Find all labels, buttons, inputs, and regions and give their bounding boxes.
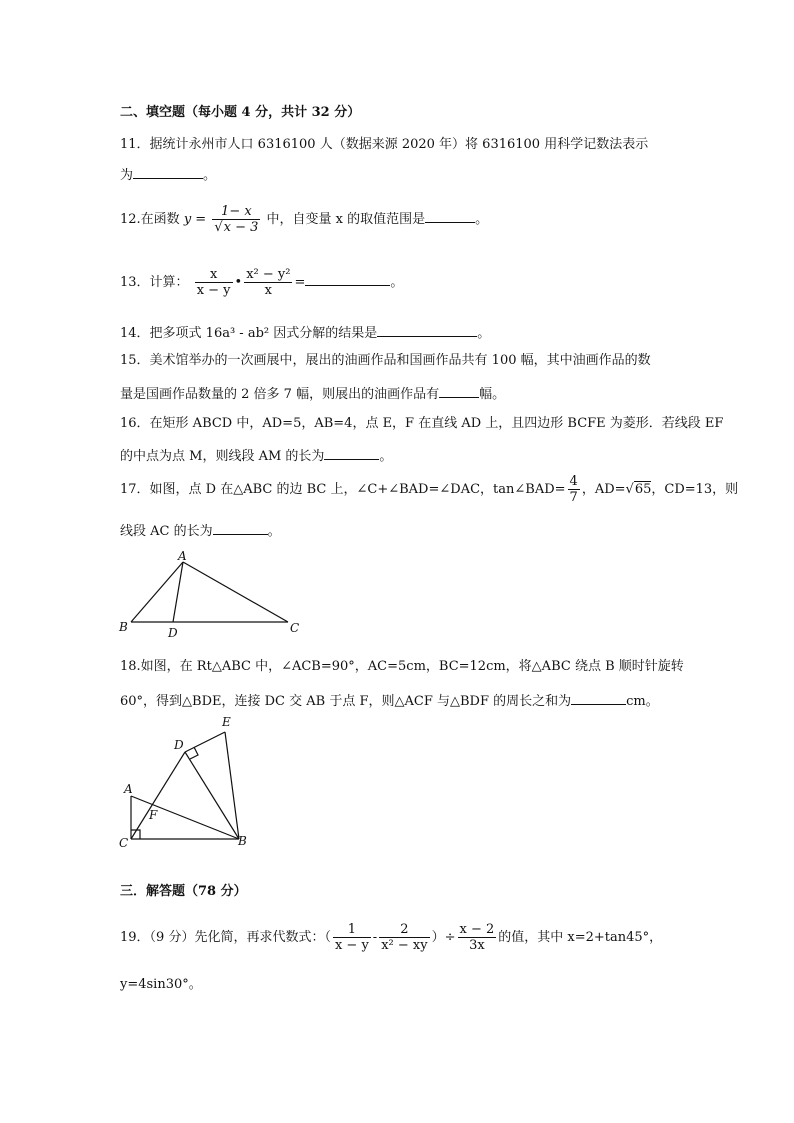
q12-func-y: y = — [183, 212, 207, 227]
section-title-fill-in: 二、填空题（每小题 4 分，共计 32 分） — [120, 105, 361, 120]
fig17-label-c: C — [290, 621, 300, 635]
q19-close-div: ）÷ — [431, 930, 456, 945]
question-17-line1: 17．如图，点 D 在△ABC 的边 BC 上，∠C+∠BAD=∠DAC，tan∠BAD= $\frac{4}{7}$ ，AD=√65，CD=13，则 — [120, 474, 739, 505]
q19-fraction-3 — [458, 922, 497, 953]
question-16-line1: 16．在矩形 ABCD 中，AD=5，AB=4，点 E，F 在直线 AD 上，且四边形 BCFE 为菱形．若线段 EF — [120, 416, 724, 431]
fig18-label-c: C — [119, 836, 129, 850]
q17-radicand: 65 — [634, 482, 652, 497]
fig18-side-de — [185, 732, 225, 752]
fig17-side-ab — [131, 562, 183, 622]
q19-frac3-den: 3x — [469, 938, 485, 953]
q15-answer-blank[interactable] — [439, 385, 479, 398]
q16-prefix: 的中点为点 M，则线段 AM 的长为 — [120, 449, 325, 464]
question-11-line2 — [120, 166, 216, 184]
q19-frac2-num: 2 — [379, 922, 429, 938]
q19-frac1-den: x − y — [334, 938, 369, 953]
fig18-label-e: E — [222, 715, 231, 729]
section-title-solve: 三．解答题（78 分） — [120, 884, 247, 899]
fig18-label-a: A — [124, 782, 133, 796]
q17-frac-den: 7 — [569, 490, 578, 505]
q13-frac1-num: x — [195, 267, 233, 283]
question-18-line2 — [120, 692, 659, 710]
q13-equals: = — [294, 275, 306, 290]
q11-prefix: 为 — [120, 168, 134, 183]
q12-prefix: 12.在函数 — [120, 212, 180, 227]
q19-frac3-num: x − 2 — [459, 922, 495, 937]
q15-suffix: 幅。 — [479, 387, 506, 402]
question-19-line2: y=4sin30°。 — [120, 977, 202, 992]
q19-prefix: 19．（9 分）先化简，再求代数式：（ — [120, 930, 331, 945]
q12-numerator: 1− x — [212, 204, 260, 220]
fig18-label-d: D — [174, 738, 184, 752]
q12-end: 。 — [475, 212, 489, 227]
q19-fraction-1 — [333, 922, 371, 953]
question-16-line2 — [120, 447, 392, 465]
q13-end: 。 — [390, 275, 404, 290]
q12-answer-blank[interactable] — [425, 210, 475, 223]
fig18-label-b: B — [238, 834, 247, 848]
q12-fraction — [212, 204, 260, 235]
q17-mid: ，AD= — [581, 482, 626, 497]
q19-frac1-num: 1 — [333, 922, 371, 938]
q18-suffix: cm。 — [626, 694, 659, 709]
question-11-line1: 11．据统计永州市人口 6316100 人（数据来源 2020 年）将 6316100 用科学记数法表示 — [120, 137, 649, 152]
q13-fraction-2 — [244, 267, 292, 298]
q19-minus: - — [372, 930, 378, 945]
q17-line2-prefix: 线段 AC 的长为 — [120, 524, 213, 539]
q13-fraction-1 — [195, 267, 233, 298]
fig17-label-d: D — [168, 626, 178, 640]
q13-frac2-num: x² − y² — [246, 267, 291, 282]
q13-frac1-den: x − y — [196, 283, 231, 298]
q15-prefix: 量是国画作品数量的 2 倍多 7 幅，则展出的油画作品有 — [120, 387, 440, 402]
q11-answer-blank[interactable] — [133, 166, 203, 179]
figure-17-triangle — [110, 545, 310, 645]
q13-prefix: 13．计算： — [120, 275, 189, 290]
q19-frac2-den: x² − xy — [381, 938, 428, 953]
q14-prefix: 14．把多项式 16a³ - ab² 因式分解的结果是 — [120, 326, 378, 341]
q18-prefix: 60°，得到△BDE，连接 DC 交 AB 于点 F，则△ACF 与△BDF 的周长之和为 — [120, 694, 572, 709]
fig18-label-f: F — [149, 808, 158, 822]
fig17-label-b: B — [119, 620, 128, 634]
fig17-label-a: A — [178, 549, 187, 563]
fig18-side-db — [185, 752, 239, 839]
q12-suffix: 中，自变量 x 的取值范围是 — [266, 212, 426, 227]
fig18-segment-dc — [131, 752, 185, 839]
q12-denominator: √x − 3 — [214, 220, 259, 235]
q17-suffix: ，CD=13，则 — [651, 482, 739, 497]
question-18-line1: 18.如图，在 Rt△ABC 中，∠ACB=90°，AC=5cm，BC=12cm，将△ABC 绕点 B 顺时针旋转 — [120, 659, 684, 674]
q16-suffix: 。 — [379, 449, 393, 464]
q17-tan-fraction — [568, 474, 580, 505]
q13-dot: • — [234, 275, 243, 290]
question-15-line2 — [120, 385, 505, 403]
fig17-side-ac — [183, 562, 288, 622]
question-17-line2 — [120, 522, 281, 540]
q14-answer-blank[interactable] — [377, 324, 477, 337]
q18-answer-blank[interactable] — [571, 692, 626, 705]
q19-fraction-2 — [379, 922, 429, 953]
fig18-side-ab — [131, 796, 239, 839]
question-13 — [120, 263, 403, 303]
q17-answer-blank[interactable] — [213, 522, 268, 535]
q17-frac-num: 4 — [569, 474, 578, 489]
q16-answer-blank[interactable] — [324, 447, 379, 460]
q19-suffix: 的值，其中 x=2+tan45°， — [498, 930, 663, 945]
question-19-line1 — [120, 918, 662, 958]
q11-suffix: 。 — [203, 168, 217, 183]
q12-radicand: x − 3 — [223, 220, 259, 235]
q14-end: 。 — [477, 326, 491, 341]
question-12 — [120, 200, 488, 240]
question-14 — [120, 324, 490, 342]
fig18-side-eb — [225, 732, 239, 839]
question-15-line1: 15．美术馆举办的一次画展中，展出的油画作品和国画作品共有 100 幅，其中油画作品的数 — [120, 353, 651, 368]
q13-frac2-den: x — [264, 283, 272, 298]
q17-prefix: 17．如图，点 D 在△ABC 的边 BC 上，∠C+∠BAD=∠DAC，tan∠BAD= — [120, 482, 566, 497]
q13-answer-blank[interactable] — [305, 273, 390, 286]
q17-line2-suffix: 。 — [267, 524, 281, 539]
figure-18-rotation — [110, 710, 260, 860]
